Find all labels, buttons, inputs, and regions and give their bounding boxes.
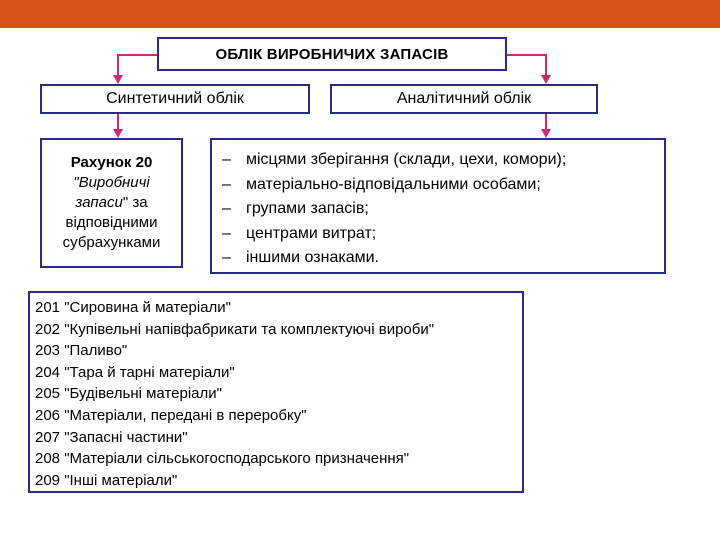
dash-bullet: – xyxy=(222,224,231,242)
subaccount-item: 206 "Матеріали, передані в переробку" xyxy=(35,406,307,424)
list-item-text: місцями зберігання (склади, цехи, комори); xyxy=(246,151,567,168)
subaccount-item: 201 "Сировина й матеріали" xyxy=(35,299,231,316)
dash-bullet: – xyxy=(222,249,231,267)
synthetic-accounting-label: Синтетичний облік xyxy=(106,90,244,107)
account-line-5: субрахунками xyxy=(62,234,161,251)
subaccount-item: 203 "Паливо" xyxy=(35,342,128,360)
arrowhead-analytic xyxy=(541,75,551,84)
list-item xyxy=(222,246,664,271)
list-item xyxy=(222,148,664,173)
list-item xyxy=(222,173,664,198)
synthetic-accounting-box xyxy=(40,84,310,114)
arrowhead-criteria xyxy=(541,129,551,138)
list-item xyxy=(222,197,664,222)
arrowhead-account xyxy=(113,129,123,138)
subaccount-item: 209 "Інші матеріали" xyxy=(35,471,178,489)
title-box xyxy=(157,37,507,71)
list-item-text: центрами витрат; xyxy=(246,224,377,242)
account-line-3 xyxy=(75,193,147,213)
analytic-criteria-box xyxy=(210,138,666,274)
subaccount-item: 208 "Матеріали сільськогосподарського призначення" xyxy=(35,450,410,468)
arrowhead-synthetic xyxy=(113,75,123,84)
subaccounts-list xyxy=(30,293,522,491)
account-20-box xyxy=(40,138,183,268)
dash-bullet: – xyxy=(222,151,231,168)
connector-title-to-analytic xyxy=(507,55,546,76)
dash-bullet: – xyxy=(222,200,231,218)
subaccounts-box xyxy=(28,291,524,493)
list-item-text: групами запасів; xyxy=(246,200,369,218)
list-item xyxy=(222,222,664,247)
subaccount-item: 202 "Купівельні напівфабрикати та комплектуючі вироби" xyxy=(35,320,435,338)
list-item-text: іншими ознаками. xyxy=(246,249,379,267)
account-line-2: "Виробничі xyxy=(73,174,150,191)
account-line-3-rest: " за xyxy=(122,194,148,211)
subaccount-item: 207 "Запасні частини" xyxy=(35,428,188,446)
account-line-3-italic: запаси xyxy=(75,194,123,211)
list-item-text: матеріально-відповідальними особами; xyxy=(246,175,541,193)
connector-title-to-synthetic xyxy=(118,55,157,76)
subaccount-item: 205 "Будівельні матеріали" xyxy=(35,385,222,403)
analytic-accounting-box xyxy=(330,84,598,114)
account-line-1: Рахунок 20 xyxy=(70,154,153,171)
account-line-4: відповідними xyxy=(65,214,158,231)
subaccount-item: 204 "Тара й тарні матеріали" xyxy=(35,363,235,381)
analytic-accounting-label: Аналітичний облік xyxy=(396,90,532,107)
dash-bullet: – xyxy=(222,175,231,193)
analytic-criteria-list xyxy=(212,140,664,271)
diagram-title: ОБЛІК ВИРОБНИЧИХ ЗАПАСІВ xyxy=(215,45,449,63)
